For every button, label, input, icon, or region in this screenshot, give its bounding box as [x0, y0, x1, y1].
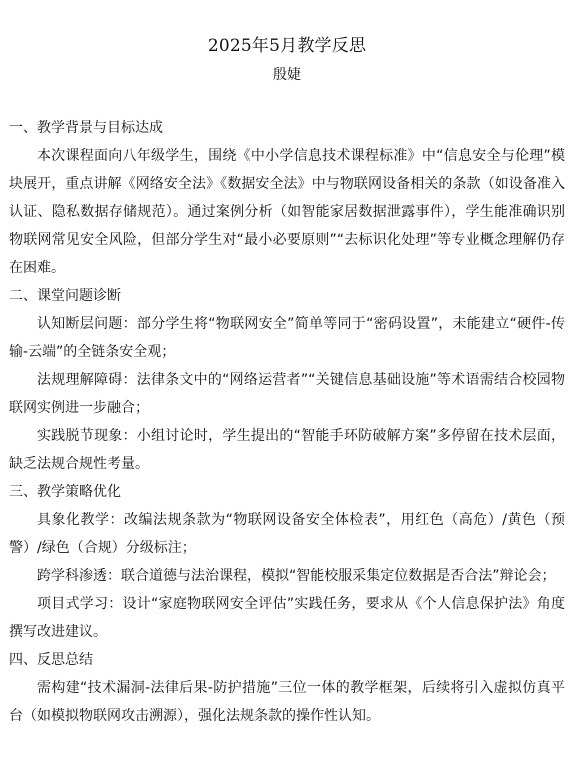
paragraph: 认知断层问题：部分学生将“物联网安全”简单等同于“密码设置”，未能建立“硬件-传输-云端”的全链条安全观；	[9, 316, 565, 360]
document-body	[9, 114, 565, 730]
section-heading: 四、反思总结	[9, 652, 93, 668]
paragraph: 法规理解障碍：法律条文中的“网络运营者”“关键信息基础设施”等术语需结合校园物联网实例进一步融合；	[9, 372, 565, 416]
section-problem-diagnosis	[9, 282, 565, 478]
document-author: 殷婕	[273, 67, 301, 83]
paragraph: 具象化教学：改编法规条款为“物联网设备安全体检表”，用红色（高危）/黄色（预警）/绿色（合规）分级标注；	[9, 512, 565, 556]
section-strategy-optimization	[9, 478, 565, 646]
paragraph: 项目式学习：设计“家庭物联网安全评估”实践任务，要求从《个人信息保护法》角度撰写改进建议。	[9, 596, 565, 640]
section-heading: 三、教学策略优化	[9, 484, 121, 500]
paragraph: 实践脱节现象：小组讨论时，学生提出的“智能手环防破解方案”多停留在技术层面，缺乏法规合规性考量。	[9, 428, 565, 472]
paragraph: 需构建“技术漏洞-法律后果-防护措施”三位一体的教学框架，后续将引入虚拟仿真平台（如模拟物联网攻击溯源），强化法规条款的操作性认知。	[9, 680, 565, 724]
section-background-goals	[9, 114, 565, 282]
document-title: 2025年5月教学反思	[207, 36, 367, 56]
paragraph: 本次课程面向八年级学生，围绕《中小学信息技术课程标准》中“信息安全与伦理”模块展开，重点讲解《网络安全法》《数据安全法》中与物联网设备相关的条款（如设备准入认证、隐私数据存储规范）。通过案例分析（如智能家居数据泄露事件），学生能准确识别物联网常见安全风险，但部分学生对“最小必要原则”“去标识化处理”等专业概念理解仍存在困难。	[9, 148, 565, 276]
section-heading: 一、教学背景与目标达成	[9, 120, 163, 136]
section-heading: 二、课堂问题诊断	[9, 288, 121, 304]
section-reflection-summary	[9, 646, 565, 730]
paragraph: 跨学科渗透：联合道德与法治课程，模拟“智能校服采集定位数据是否合法”辩论会；	[37, 568, 556, 584]
